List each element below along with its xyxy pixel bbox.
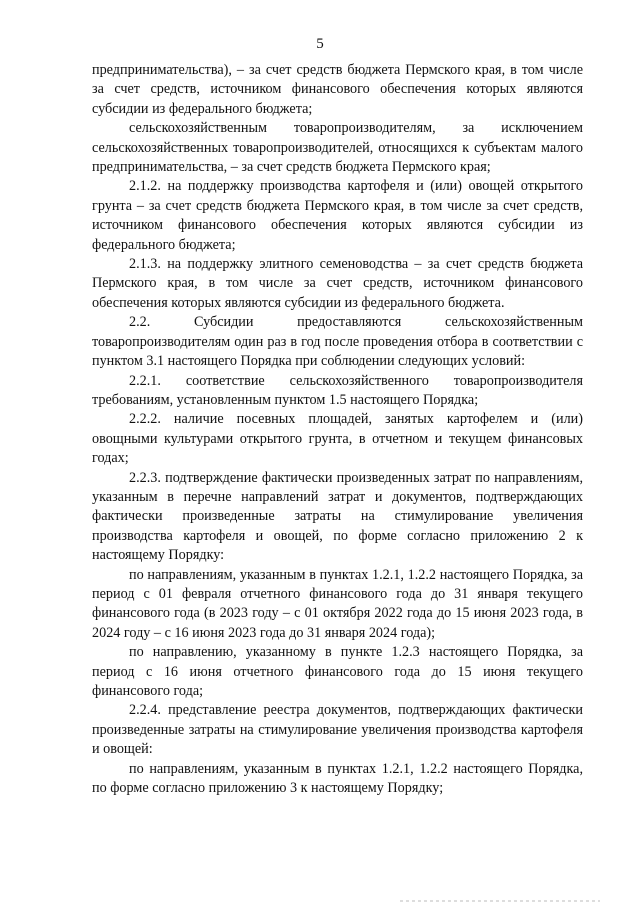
paragraph: по направлениям, указанным в пунктах 1.2.1, 1.2.2 настоящего Порядка, за период с 01 февраля отчетного финансового года до 31 января текущего финансового года (в 2023 году – с 01 октября 2022 года до 15 июня 2023 года, в 2024 году – с 16 июня 2023 года до 31 января 2024 года); — [92, 566, 583, 641]
paragraph: по направлениям, указанным в пунктах 1.2.1, 1.2.2 настоящего Порядка, по форме согласно приложению 3 к настоящему Порядку; — [92, 760, 583, 797]
document-body — [92, 61, 583, 798]
paragraph: 2.2.1. соответствие сельскохозяйственного товаропроизводителя требованиям, установленным пунктом 1.5 настоящего Порядка; — [92, 372, 583, 408]
paragraph: 2.2. Субсидии предоставляются сельскохозяйственным товаропроизводителям один раз в год после проведения отбора в соответствии с пунктом 3.1 настоящего Порядка при соблюдении следующих условий: — [92, 314, 583, 370]
paragraph: 2.1.2. на поддержку производства картофеля и (или) овощей открытого грунта – за счет средств бюджета Пермского края, в том числе за счет средств, источником финансового обеспечения которых являются субсидии из федерального бюджета; — [92, 178, 583, 253]
paragraph: 2.2.2. наличие посевных площадей, занятых картофелем и (или) овощными культурами открытого грунта, в отчетном и текущем финансовых годах; — [92, 411, 583, 467]
scan-artifact — [400, 900, 600, 902]
paragraph: сельскохозяйственным товаропроизводителям, за исключением сельскохозяйственных товаропроизводителей, относящихся к субъектам малого предпринимательства, – за счет средств бюджета Пермского края; — [92, 120, 583, 176]
paragraph: 2.2.4. представление реестра документов, подтверждающих фактически произведенные затраты на стимулирование увеличения производства картофеля и овощей: — [92, 702, 583, 758]
page-number: 5 — [316, 36, 324, 52]
paragraph: 2.1.3. на поддержку элитного семеноводства – за счет средств бюджета Пермского края, в том числе за счет средств, источником финансового обеспечения которых являются субсидии из федерального бюджета. — [92, 256, 583, 311]
paragraph: по направлению, указанному в пункте 1.2.3 настоящего Порядка, за период с 16 июня отчетного финансового года до 15 июня текущего финансового года; — [92, 644, 583, 699]
paragraph: предпринимательства), – за счет средств бюджета Пермского края, в том числе за счет средств, источником финансового обеспечения которых являются субсидии из федерального бюджета; — [92, 62, 583, 117]
paragraph: 2.2.3. подтверждение фактически произведенных затрат по направлениям, указанным в перечне направлений затрат и документов, подтверждающих фактически произведенные затраты на стимулирование увеличения производства картофеля и овощей, по форме согласно приложению 2 к настоящему Порядку: — [92, 469, 583, 564]
